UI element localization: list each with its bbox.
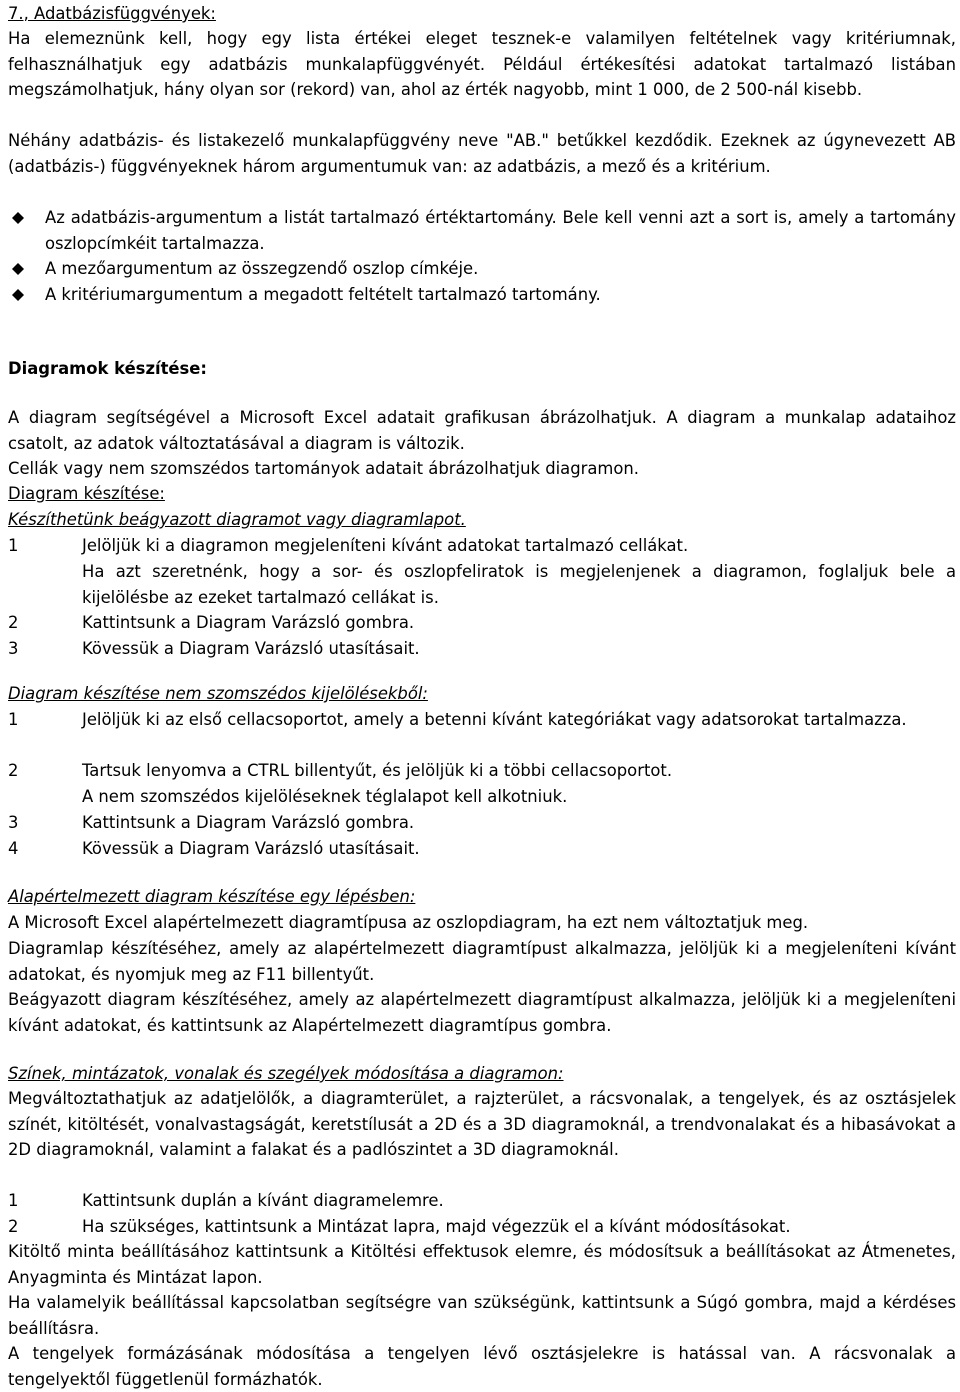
step-number: 3 [8, 813, 19, 832]
steps-list [8, 707, 956, 867]
paragraph: Megváltoztathatjuk az adatjelölők, a diagramterület, a rajzterület, a rácsvonalak, a tengelyek, és az osztásjelek színét, kitöltését, vonalvastagságát, keretstílusát a 2D és a 3D diagramoknál, a trendvonalakat és a hibasávokat a 2D diagramoknál, valamint a falakat és a padlószintet a 3D diagramoknál. [8, 1089, 956, 1160]
list-item: A kritériumargumentum a megadott feltételt tartalmazó tartomány. [45, 285, 601, 304]
step-text: Kövessük a Diagram Varázsló utasításait. [82, 839, 420, 858]
paragraph: Diagramlap készítéséhez, amely az alapértelmezett diagramtípust alkalmazza, jelöljük ki a megjeleníteni kívánt adatokat, és nyomjuk meg az F11 billentyűt. [8, 939, 956, 984]
list-item: A mezőargumentum az összegzendő oszlop címkéje. [45, 259, 479, 278]
step-text: Kövessük a Diagram Varázsló utasításait. [82, 639, 420, 658]
step-text: Kattintsunk a Diagram Varázsló gombra. [82, 813, 415, 832]
diamond-bullet-icon [12, 263, 24, 275]
step-text: Tartsuk lenyomva a CTRL billentyűt, és jelöljük ki a többi cellacsoportot. [82, 761, 673, 780]
paragraph: Cellák vagy nem szomszédos tartományok adatait ábrázolhatjuk diagramon. [8, 459, 639, 478]
subheading-italic: Diagram készítése nem szomszédos kijelölésekből: [8, 684, 428, 703]
paragraph: A Microsoft Excel alapértelmezett diagramtípusa az oszlopdiagram, ha ezt nem változtatjuk meg. [8, 913, 809, 932]
subheading: Diagram készítése: [8, 484, 165, 503]
section-heading: Diagramok készítése: [8, 359, 207, 378]
step-number: 1 [8, 710, 19, 729]
paragraph: Ha elemeznünk kell, hogy egy lista értékei eleget tesznek-e valamilyen feltételnek vagy kritériumnak, felhasználhatjuk egy adatbázis munkalapfüggvényét. Például értékesítési adatokat tartalmazó listában megszámolhatjuk, hány olyan sor (rekord) van, ahol az érték nagyobb, mint 1 000, de 2 500-nál kisebb. [8, 29, 956, 100]
step-number: 1 [8, 536, 19, 555]
step-number: 2 [8, 761, 19, 780]
step-text: Kattintsunk a Diagram Varázsló gombra. [82, 613, 415, 632]
paragraph: Néhány adatbázis- és listakezelő munkalapfüggvény neve "AB." betűkkel kezdődik. Ezeknek az úgynevezett AB (adatbázis-) függvényeknek három argumentumuk van: az adatbázis, a mező és a kritérium. [8, 131, 956, 176]
step-text: A nem szomszédos kijelöléseknek téglalapot kell alkotniuk. [82, 787, 568, 806]
paragraph: Ha valamelyik beállítással kapcsolatban segítségre van szükségünk, kattintsunk a Súgó gombra, majd a kérdéses beállításra. [8, 1293, 956, 1338]
step-number: 2 [8, 613, 19, 632]
diamond-bullet-icon [12, 212, 24, 224]
steps-list [8, 533, 956, 663]
step-number: 3 [8, 639, 19, 658]
step-number: 4 [8, 839, 19, 858]
step-text: Ha szükséges, kattintsunk a Mintázat lapra, majd végezzük el a kívánt módosításokat. [82, 1217, 791, 1236]
subheading-italic: Színek, mintázatok, vonalak és szegélyek módosítása a diagramon: [8, 1064, 564, 1083]
subheading-italic: Alapértelmezett diagram készítése egy lépésben: [8, 887, 416, 906]
step-text: Jelöljük ki az első cellacsoportot, amely a betenni kívánt kategóriákat vagy adatsorokat tartalmazza. [82, 710, 907, 729]
step-text: Jelöljük ki a diagramon megjeleníteni kívánt adatokat tartalmazó cellákat. [82, 536, 689, 555]
list-item: Az adatbázis-argumentum a listát tartalmazó értéktartomány. Bele kell venni azt a sort is, amely a tartomány oszlopcímkéit tartalmazza. [45, 208, 956, 253]
section-title: 7., Adatbázisfüggvények: [8, 4, 216, 23]
subheading-italic: Készíthetünk beágyazott diagramot vagy diagramlapot. [8, 510, 466, 529]
step-number: 1 [8, 1191, 19, 1210]
paragraph: A diagram segítségével a Microsoft Excel adatait grafikusan ábrázolhatjuk. A diagram a munkalap adataihoz csatolt, az adatok változtatásával a diagram is változik. [8, 408, 956, 453]
step-text: Kattintsunk duplán a kívánt diagramelemre. [82, 1191, 444, 1210]
paragraph: Kitöltő minta beállításához kattintsunk a Kitöltési effektusok elemre, és módosítsuk a beállításokat az Átmenetes, Anyagminta és Mintázat lapon. [8, 1242, 956, 1287]
diamond-bullet-icon [12, 289, 24, 301]
step-text: Ha azt szeretnénk, hogy a sor- és oszlopfeliratok is megjelenjenek a diagramon, foglaljuk bele a kijelölésbe az ezeket tartalmazó cellákat is. [82, 562, 956, 607]
paragraph: A tengelyek formázásának módosítása a tengelyen lévő osztásjelekre is hatással van. A rácsvonalak a tengelyektől függetlenül formázhatók. [8, 1344, 956, 1389]
step-number: 2 [8, 1217, 19, 1236]
paragraph: Beágyazott diagram készítéséhez, amely az alapértelmezett diagramtípust alkalmazza, jelöljük ki a megjeleníteni kívánt adatokat, és kattintsunk az Alapértelmezett diagramtípus gombra. [8, 990, 956, 1035]
steps-list [8, 1188, 956, 1240]
